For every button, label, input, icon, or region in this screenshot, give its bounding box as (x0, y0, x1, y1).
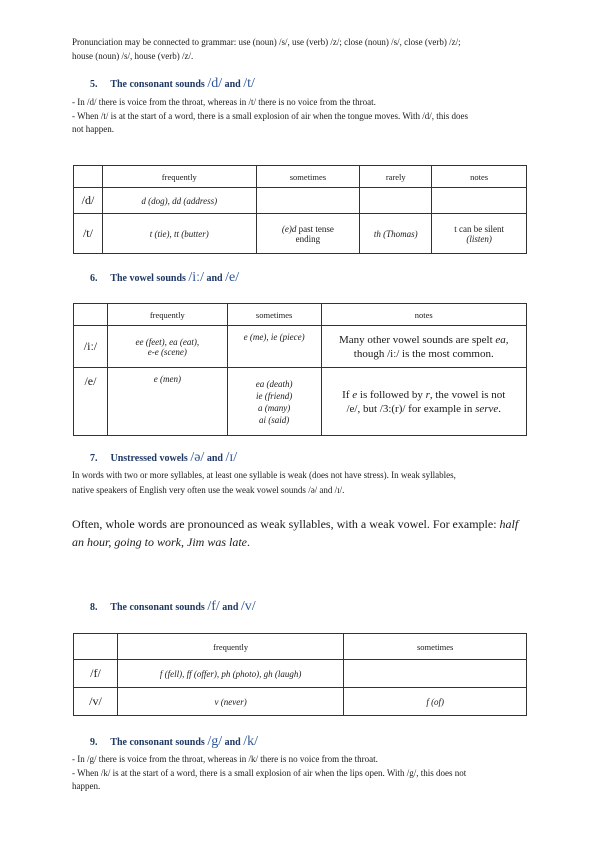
s7-line-2: native speakers of English very often use the weak vowel sounds /ə/ and /ɪ/. (72, 485, 345, 495)
s9-line-2: - When /k/ is at the start of a word, there is a small explosion of air when the lips open. With /g/, this does not (72, 768, 467, 778)
and-word: and (206, 453, 223, 464)
section-title: The consonant sounds (110, 79, 205, 90)
row-symbol: /d/ (74, 188, 103, 214)
cell-frequently: f (fell), ff (offer), ph (photo), gh (laugh) (117, 660, 343, 688)
and-word: and (224, 79, 241, 90)
s9-line-1: - In /g/ there is voice from the throat, whereas in /k/ there is no voice from the throat. (72, 754, 378, 764)
cell-sometimes: f (of) (344, 688, 527, 716)
s5-line-1: - In /d/ there is voice from the throat, whereas in /t/ there is no voice from the throat. (72, 97, 376, 107)
cell-notes: t can be silent (listen) (432, 214, 527, 254)
cell-sometimes (256, 188, 360, 214)
cell-sometimes: (e)d past tense ending (256, 214, 360, 254)
header-sometimes: sometimes (256, 166, 360, 188)
cell-rarely (360, 188, 432, 214)
section-title: The consonant sounds (110, 737, 205, 748)
cell-sometimes: e (me), ie (piece) (227, 326, 321, 368)
intro-line-2: house (noun) /s/, house (verb) /z/. (72, 51, 194, 61)
cell-sometimes: ea (death) ie (friend) a (many) ai (said) (227, 368, 321, 436)
phoneme-symbol: /t/ (243, 76, 255, 91)
row-symbol: /e/ (74, 368, 108, 436)
empty-header-cell (74, 304, 108, 326)
row-symbol: /v/ (74, 688, 118, 716)
phoneme-symbol: /ə/ (190, 450, 205, 465)
and-word: and (224, 737, 241, 748)
header-sometimes: sometimes (227, 304, 321, 326)
cell-sometimes (344, 660, 527, 688)
section-title: The consonant sounds (110, 602, 205, 613)
row-symbol: /iː/ (74, 326, 108, 368)
section-8-heading (90, 599, 256, 615)
section-9-heading (90, 734, 258, 750)
cell-rarely: th (Thomas) (360, 214, 432, 254)
phoneme-symbol: /d/ (207, 76, 223, 91)
phoneme-symbol: /k/ (243, 734, 258, 749)
section-number: 5. (90, 79, 98, 90)
s9-line-3: happen. (72, 781, 101, 791)
header-frequently: frequently (117, 634, 343, 660)
header-sometimes: sometimes (344, 634, 527, 660)
header-notes: notes (321, 304, 526, 326)
section-5-heading (90, 76, 255, 92)
table-i-e (73, 303, 527, 436)
s7-line-1: In words with two or more syllables, at least one syllable is weak (does not have stress). In weak syllables, (72, 470, 456, 480)
header-frequently: frequently (102, 166, 256, 188)
row-symbol: /f/ (74, 660, 118, 688)
row-symbol: /t/ (74, 214, 103, 254)
section-number: 6. (90, 273, 98, 284)
table-f-v (73, 633, 527, 716)
empty-header-cell (74, 166, 103, 188)
phoneme-symbol: /iː/ (188, 270, 204, 285)
s5-line-3: not happen. (72, 124, 114, 134)
section-number: 9. (90, 737, 98, 748)
section-number: 7. (90, 453, 98, 464)
cell-notes: Many other vowel sounds are spelt ea, though /iː/ is the most common. (321, 326, 526, 368)
section-number: 8. (90, 602, 98, 613)
section-title: Unstressed vowels (110, 453, 188, 464)
header-rarely: rarely (360, 166, 432, 188)
section-6-heading (90, 270, 239, 286)
section-title: The vowel sounds (110, 273, 186, 284)
s5-line-2: - When /t/ is at the start of a word, there is a small explosion of air when the tongue moves. With /d/, this does (72, 111, 468, 121)
cell-frequently: ee (feet), ea (eat), e-e (scene) (107, 326, 227, 368)
and-word: and (206, 273, 223, 284)
cell-frequently: e (men) (107, 368, 227, 436)
s7-paragraph: Often, whole words are pronounced as weak syllables, with a weak vowel. For example: half an hour, going to work, Jim was late. (72, 517, 519, 549)
cell-frequently: d (dog), dd (address) (102, 188, 256, 214)
phoneme-symbol: /ɪ/ (225, 450, 238, 465)
phoneme-symbol: /v/ (240, 599, 256, 614)
intro-line-1: Pronunciation may be connected to grammar: use (noun) /s/, use (verb) /z/; close (noun) /s/, close (verb) /z/; (72, 37, 461, 47)
section-7-heading (90, 450, 237, 466)
header-notes: notes (432, 166, 527, 188)
cell-notes (432, 188, 527, 214)
and-word: and (222, 602, 239, 613)
cell-frequently: t (tie), tt (butter) (102, 214, 256, 254)
header-frequently: frequently (107, 304, 227, 326)
phoneme-symbol: /g/ (207, 734, 223, 749)
empty-header-cell (74, 634, 118, 660)
table-d-t (73, 165, 527, 254)
cell-notes: If e is followed by r, the vowel is not /e/, but /3:(r)/ for example in serve. (321, 368, 526, 436)
cell-frequently: v (never) (117, 688, 343, 716)
phoneme-symbol: /f/ (207, 599, 220, 614)
phoneme-symbol: /e/ (225, 270, 240, 285)
